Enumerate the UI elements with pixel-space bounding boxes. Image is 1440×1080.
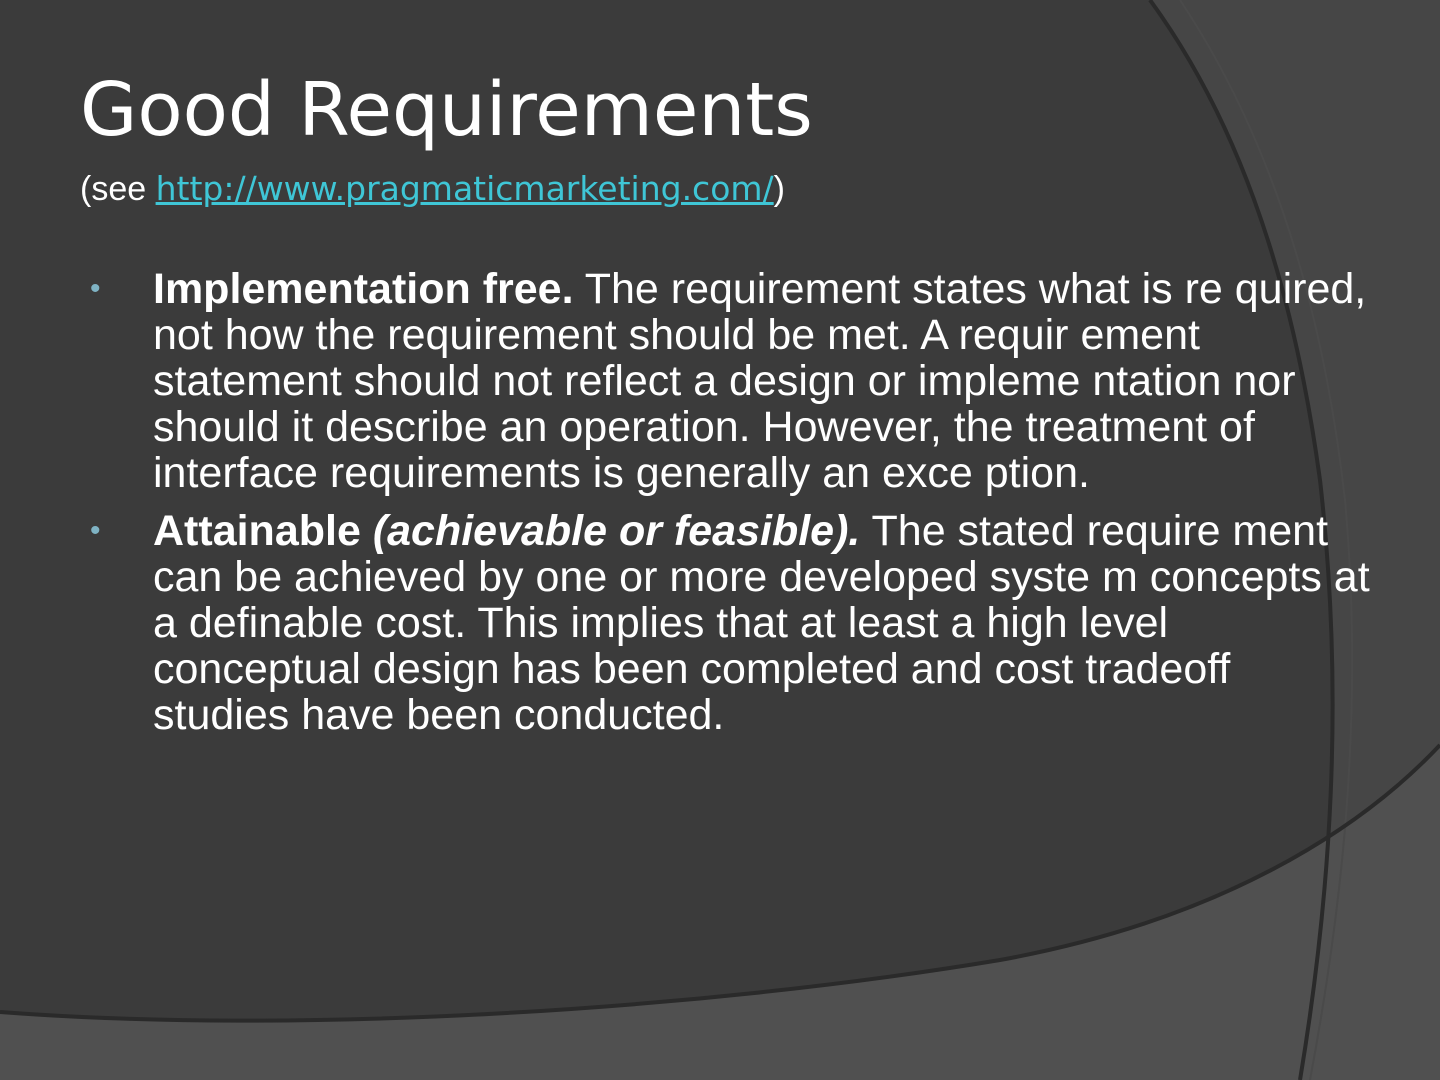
subtitle-suffix: ) [773, 170, 785, 208]
bullet-list [84, 266, 1374, 750]
bullet-item-implementation-free [84, 266, 1374, 496]
bullet-item-attainable [84, 508, 1374, 738]
bullet-dot-icon: • [90, 272, 101, 305]
slide-title: Good Requirements [80, 67, 813, 153]
bullet-heading-italic: (achievable or feasible). [372, 507, 861, 555]
bullet-text: The stated require ment can be achieved by one or more developed syste m concepts at a definable cost. This implies that at least a high level conceptual design has been completed and cost tradeoff studies have been conducted. [153, 507, 1370, 739]
subtitle-prefix: (see [80, 170, 156, 208]
bullet-heading: Attainable [153, 507, 373, 555]
bullet-text: The requirement states what is re quired, not how the requirement should be met. A requir ement statement should not reflect a design or impleme ntation nor should it describe an operation. However, the treatment of interface requirements is generally an exce ption. [153, 265, 1367, 497]
slide-subtitle [80, 166, 785, 212]
bullet-dot-icon: • [90, 514, 101, 547]
bullet-heading: Implementation free. [153, 265, 574, 313]
source-link[interactable]: http://www.pragmaticmarketing.com/ [155, 169, 774, 208]
